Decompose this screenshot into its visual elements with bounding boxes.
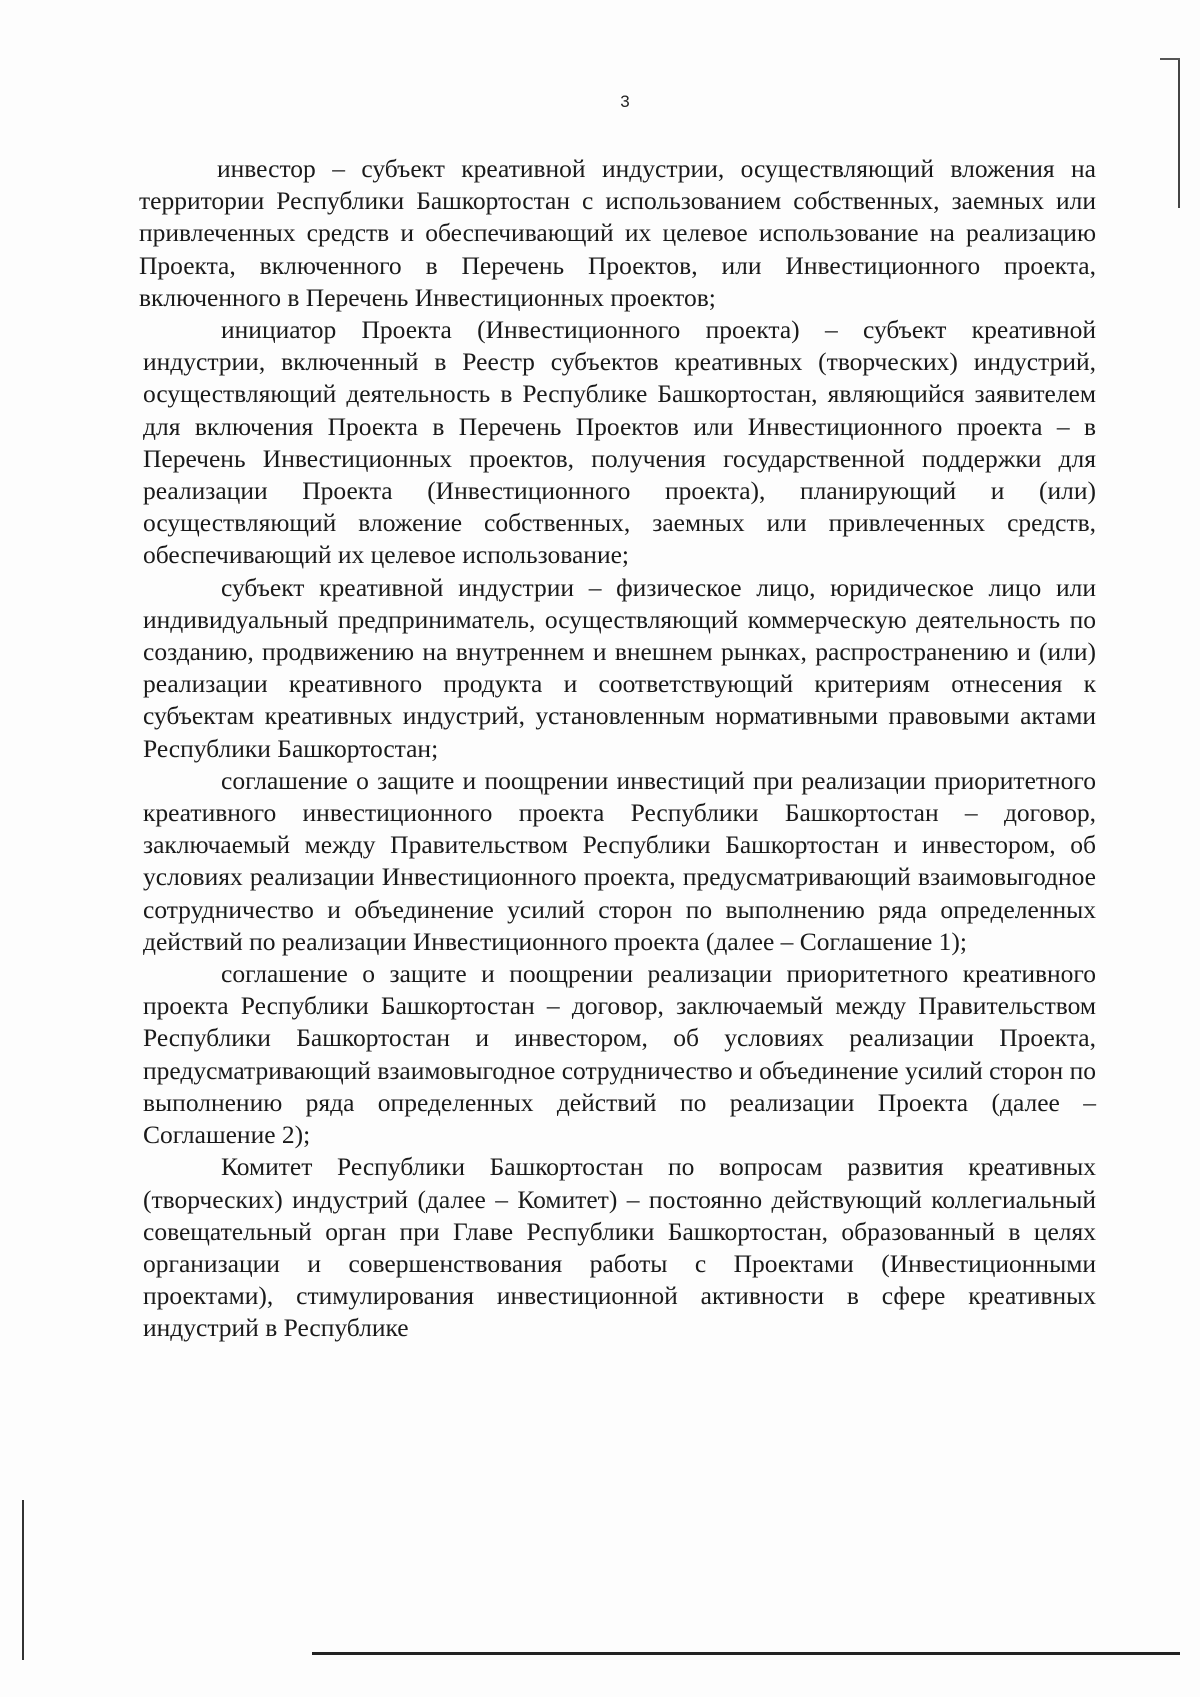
scan-edge-right — [1178, 58, 1180, 208]
page-number: 3 — [620, 92, 630, 111]
paragraph-agreement-2-definition: соглашение о защите и поощрении реализации приоритетного креативного проекта Республики Башкортостан – договор, заключаемый между Правительством Республики Башкортостан и инвестором, об условиях реализации Проекта, предусматривающий взаимовыгодное сотрудничество и объединение усилий сторон по выполнению ряда определенных действий по реализации Проекта (далее – Соглашение 2); — [143, 959, 1096, 1150]
scan-edge-left — [22, 1500, 24, 1660]
paragraph-committee-definition: Комитет Республики Башкортостан по вопросам развития креативных (творческих) индустрий (далее – Комитет) – постоянно действующий коллегиальный совещательный орган при Главе Республики Башкортостан, образованный в целях организации и совершенствования работы с Проектами (Инвестиционными проектами), стимулирования инвестиционной активности в сфере креативных индустрий в Республике — [143, 1152, 1096, 1343]
scan-edge-bottom — [312, 1652, 1180, 1655]
scan-edge-corner — [1160, 58, 1180, 60]
document-body — [139, 153, 1096, 1345]
paragraph-investor-definition: инвестор – субъект креативной индустрии, осуществляющий вложения на территории Республики Башкортостан с использованием собственных, заемных или привлеченных средств и обеспечивающий их целевое использование на реализацию Проекта, включенного в Перечень Проектов, или Инвестиционного проекта, включенного в Перечень Инвестиционных проектов; — [139, 154, 1096, 312]
paragraph-subject-definition: субъект креативной индустрии – физическое лицо, юридическое лицо или индивидуальный предприниматель, осуществляющий коммерческую деятельность по созданию, продвижению на внутреннем и внешнем рынках, распространению и (или) реализации креативного продукта и соответствующий критериям отнесения к субъектам креативных индустрий, установленным нормативными правовыми актами Республики Башкортостан; — [143, 572, 1096, 763]
paragraph-agreement-1-definition: соглашение о защите и поощрении инвестиций при реализации приоритетного креативного инвестиционного проекта Республики Башкортостан – договор, заключаемый между Правительством Республики Башкортостан и инвестором, об условиях реализации Инвестиционного проекта, предусматривающий взаимовыгодное сотрудничество и объединение усилий сторон по выполнению ряда определенных действий по реализации Инвестиционного проекта (далее – Соглашение 1); — [143, 765, 1096, 956]
paragraph-initiator-definition: инициатор Проекта (Инвестиционного проекта) – субъект креативной индустрии, включенный в Реестр субъектов креативных (творческих) индустрий, осуществляющий деятельность в Республике Башкортостан, являющийся заявителем для включения Проекта в Перечень Проектов или Инвестиционного проекта – в Перечень Инвестиционных проектов, получения государственной поддержки для реализации Проекта (Инвестиционного проекта), планирующий и (или) осуществляющий вложение собственных, заемных или привлеченных средств, обеспечивающий их целевое использование; — [143, 315, 1096, 570]
